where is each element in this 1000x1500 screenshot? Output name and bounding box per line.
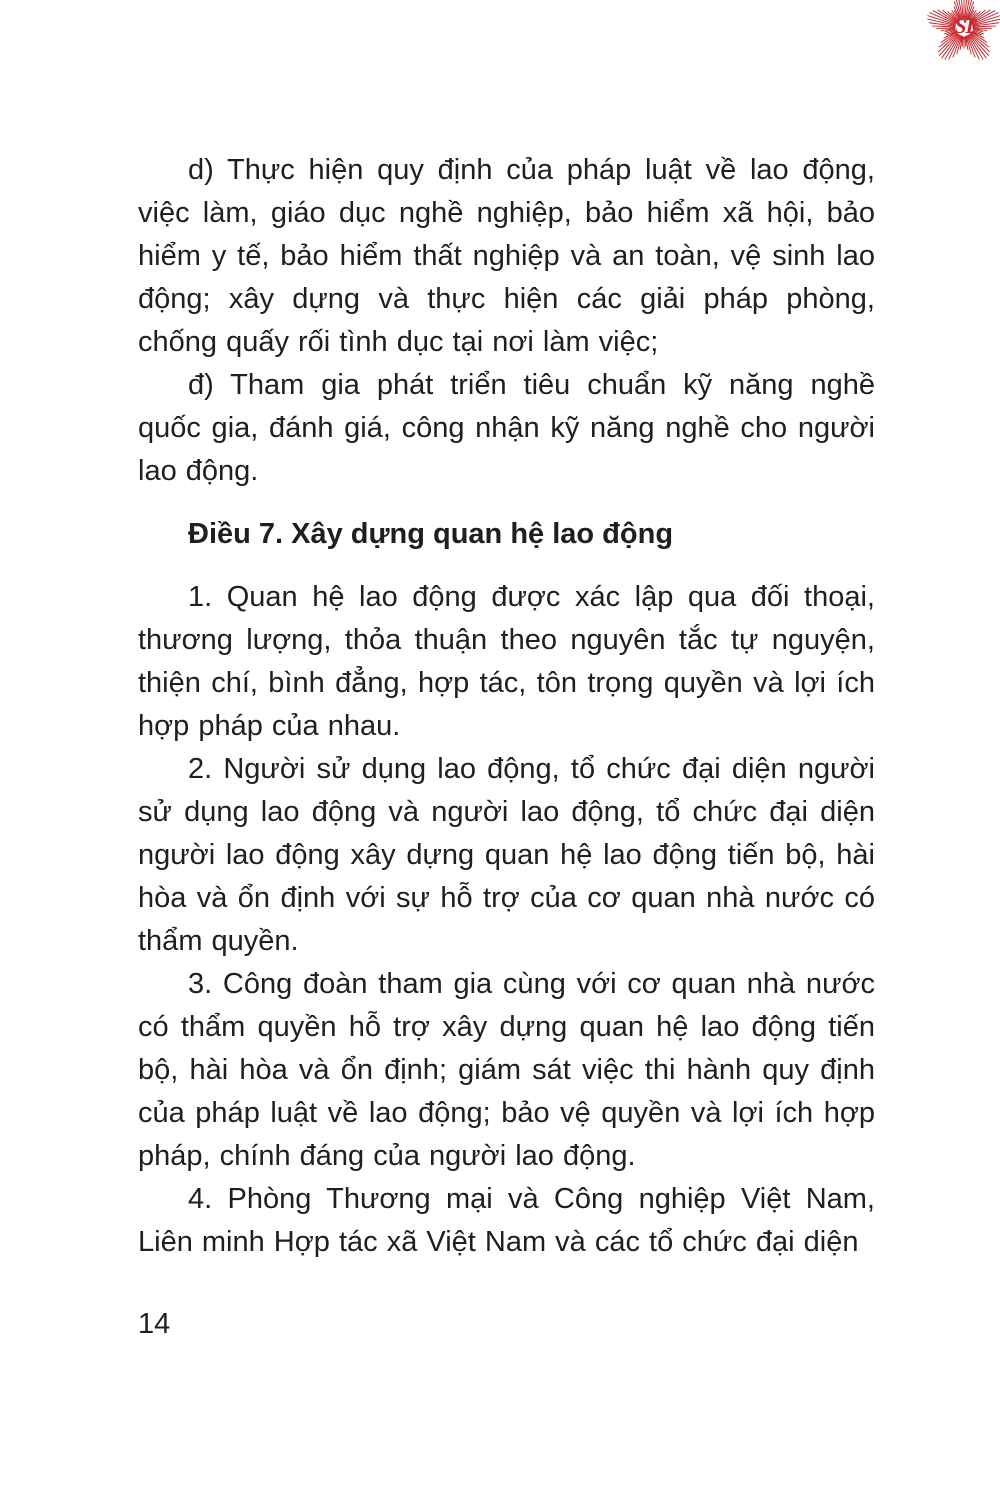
paragraph-clause-3: 3. Công đoàn tham gia cùng với cơ quan nhà nước có thẩm quyền hỗ trợ xây dựng quan hệ lao động tiến bộ, hài hòa và ổn định; giám sát việc thi hành quy định của pháp luật về lao động; bảo vệ quyền và lợi ích hợp pháp, chính đáng của người lao động. (138, 968, 875, 1172)
paragraph-point-d: d) Thực hiện quy định của pháp luật về lao động, việc làm, giáo dục nghề nghiệp, bảo hiểm xã hội, bảo hiểm y tế, bảo hiểm thất nghiệp và an toàn, vệ sinh lao động; xây dựng và thực hiện các giải pháp phòng, chống quấy rối tình dục tại nơi làm việc; (138, 154, 875, 358)
publisher-star-logo (924, 0, 1000, 66)
page-number: 14 (138, 1308, 171, 1340)
paragraph-point-dd: đ) Tham gia phát triển tiêu chuẩn kỹ năng nghề quốc gia, đánh giá, công nhận kỹ năng nghề cho người lao động. (138, 369, 875, 487)
paragraph-clause-2: 2. Người sử dụng lao động, tổ chức đại diện người sử dụng lao động và người lao động, tổ chức đại diện người lao động xây dựng quan hệ lao động tiến bộ, hài hòa và ổn định với sự hỗ trợ của cơ quan nhà nước có thẩm quyền. (138, 753, 875, 957)
paragraph-clause-4: 4. Phòng Thương mại và Công nghiệp Việt Nam, Liên minh Hợp tác xã Việt Nam và các tổ chức đại diện (138, 1183, 875, 1258)
paragraph-clause-1: 1. Quan hệ lao động được xác lập qua đối thoại, thương lượng, thỏa thuận theo nguyên tắc tự nguyện, thiện chí, bình đẳng, hợp tác, tôn trọng quyền và lợi ích hợp pháp của nhau. (138, 581, 875, 742)
page-content (138, 149, 875, 1264)
logo-monogram: ST (954, 14, 974, 38)
article-heading: Điều 7. Xây dựng quan hệ lao động (188, 518, 674, 550)
